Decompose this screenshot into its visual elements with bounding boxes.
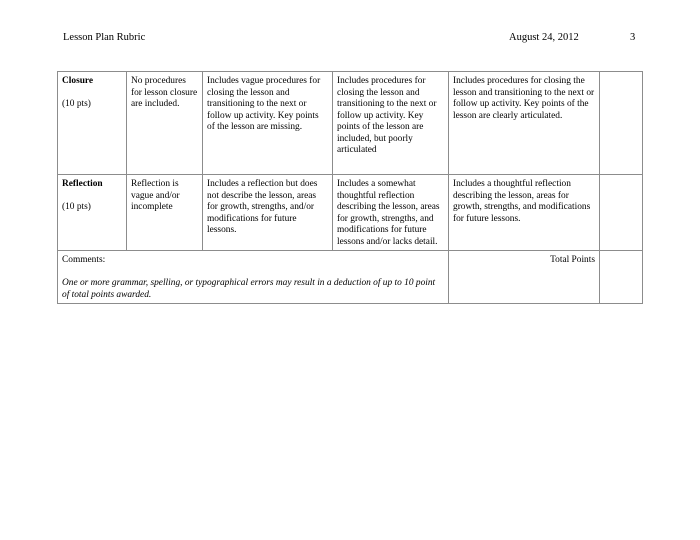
criterion-points: (10 pts) bbox=[62, 99, 91, 109]
comments-label: Comments: bbox=[62, 255, 106, 265]
rubric-row-reflection bbox=[58, 175, 643, 251]
reflection-level-4-cell: Includes a thoughtful reflection describing the lesson, areas for growth, strengths, and modifications for future lessons. bbox=[449, 175, 600, 251]
reflection-score-cell bbox=[600, 175, 643, 251]
rubric-row-closure bbox=[58, 72, 643, 175]
reflection-level-2-cell: Includes a reflection but does not describe the lesson, areas for growth, strengths, and/or modifications for future lessons. bbox=[203, 175, 333, 251]
document-header-date: August 24, 2012 bbox=[509, 32, 579, 43]
page-number: 3 bbox=[630, 32, 636, 43]
closure-level-1-cell: No procedures for lesson closure are included. bbox=[127, 72, 203, 175]
document-header-title: Lesson Plan Rubric bbox=[63, 32, 146, 43]
criterion-cell bbox=[58, 72, 127, 175]
reflection-level-1-cell: Reflection is vague and/or incomplete bbox=[127, 175, 203, 251]
total-points-label: Total Points bbox=[550, 255, 595, 265]
closure-level-4-cell: Includes procedures for closing the lesson and transitioning to the next or follow up activity. Key points of the lesson are clearly articulated. bbox=[449, 72, 600, 175]
total-points-cell bbox=[449, 251, 600, 304]
comments-cell bbox=[58, 251, 449, 304]
criterion-points: (10 pts) bbox=[62, 202, 91, 212]
total-score-cell bbox=[600, 251, 643, 304]
closure-score-cell bbox=[600, 72, 643, 175]
rubric-footer-row bbox=[58, 251, 643, 304]
grading-note: One or more grammar, spelling, or typographical errors may result in a deduction of up to 10 point of total points awarded. bbox=[62, 278, 436, 300]
criterion-name: Reflection bbox=[62, 179, 103, 189]
reflection-level-3-cell: Includes a somewhat thoughtful reflection describing the lesson, areas for growth, strengths, and modifications for future lessons and/or lacks detail. bbox=[333, 175, 449, 251]
closure-level-2-cell: Includes vague procedures for closing the lesson and transitioning to the next or follow up activity. Key points of the lesson are missing. bbox=[203, 72, 333, 175]
rubric-table bbox=[57, 71, 643, 304]
closure-level-3-cell: Includes procedures for closing the lesson and transitioning to the next or follow up activity. Key points of the lesson are included, but poorly articulated bbox=[333, 72, 449, 175]
criterion-cell bbox=[58, 175, 127, 251]
criterion-name: Closure bbox=[62, 76, 94, 86]
